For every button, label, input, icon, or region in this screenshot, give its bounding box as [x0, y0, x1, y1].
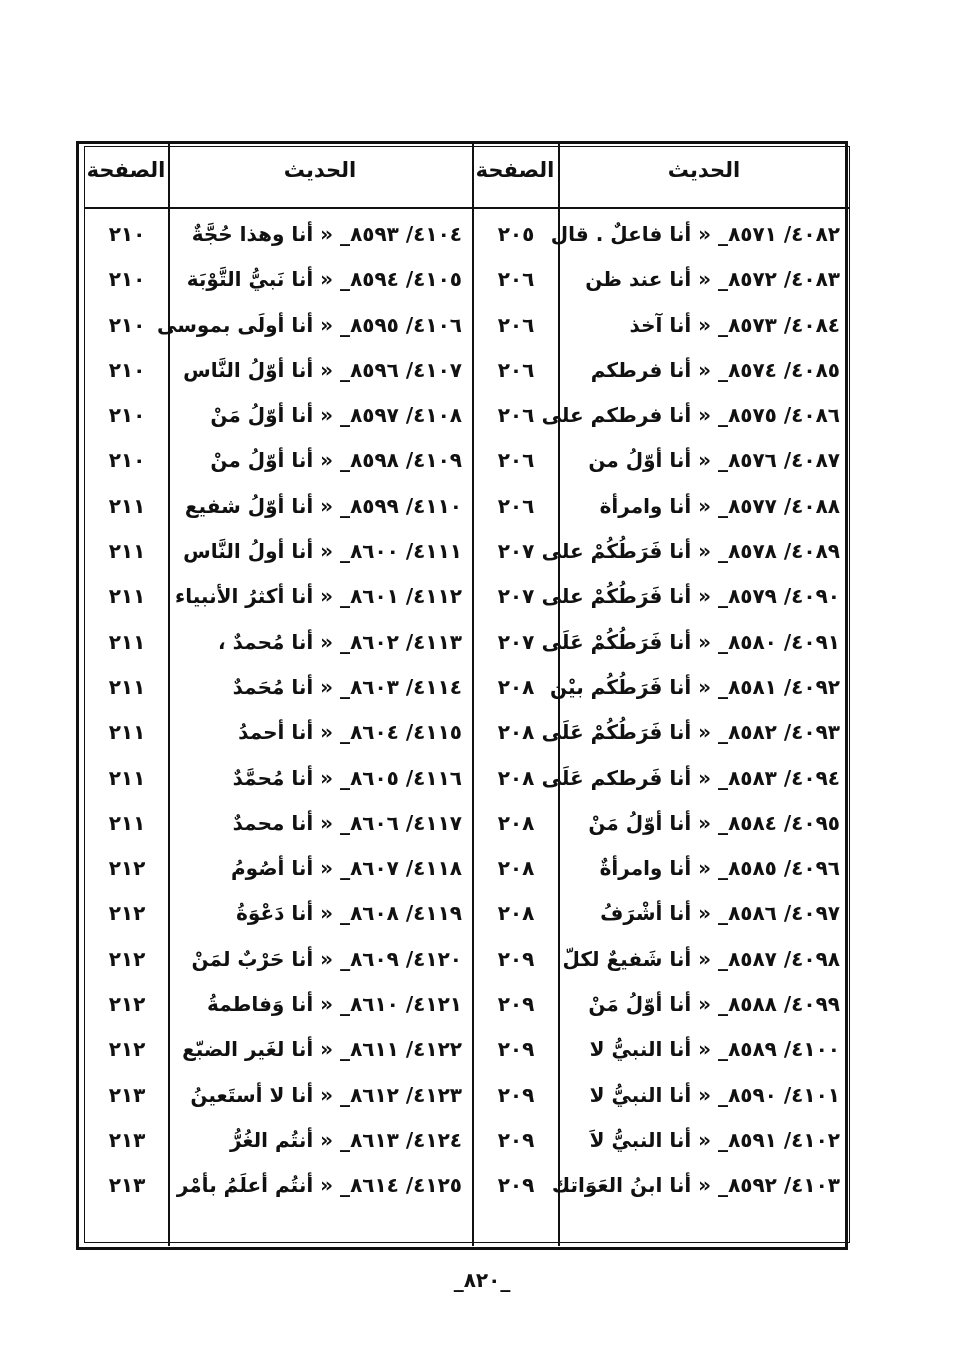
- hadith-entry: ٤٠٨٥/ ٨٥٧٤_ « أنا فرطكم: [590, 357, 840, 382]
- header-hadith-left: الحديث: [283, 158, 357, 182]
- page-ref: ٢٠٧: [497, 539, 535, 564]
- hadith-entry: ٤١٠٢/ ٨٥٩١_ « أنا النبيُّ لاَ: [589, 1127, 840, 1152]
- page-ref: ٢١١: [108, 629, 146, 654]
- hadith-entry: ٤١٢٥/ ٨٦١٤_ « أنتُم أعلَمُ بأمْر: [176, 1173, 462, 1198]
- hadith-entry: ٤٠٩١/ ٨٥٨٠_ « أنا فَرَطُكُمْ عَلَى: [541, 629, 840, 654]
- left-hadith-column: [157, 212, 468, 1209]
- page-ref: ٢٠٩: [497, 992, 535, 1017]
- hadith-entry: ٤٠٨٣/ ٨٥٧٢_ « أنا عند ظن: [585, 267, 840, 292]
- page-ref: ٢٠٨: [497, 856, 535, 881]
- page-ref: ٢١٢: [108, 946, 146, 971]
- page-ref: ٢١١: [108, 810, 146, 835]
- hadith-entry: ٤١١٨/ ٨٦٠٧_ « أنا أصُومُ: [231, 856, 462, 881]
- right-hadith-column: [541, 212, 846, 1209]
- page-ref: ٢١٢: [108, 992, 146, 1017]
- page-ref: ٢٠٦: [497, 403, 535, 428]
- hadith-entry: ٤١٢٤/ ٨٦١٣_ « أنتُم الغُرُّ: [229, 1127, 462, 1152]
- hadith-entry: ٤٠٨٤/ ٨٥٧٣_ « أنا آخذ: [629, 312, 840, 337]
- page-ref: ٢٠٦: [497, 267, 535, 292]
- page-ref: ٢٠٦: [497, 357, 535, 382]
- page-ref: ٢٠٩: [497, 1082, 535, 1107]
- page-ref: ٢١٣: [108, 1173, 146, 1198]
- hadith-entry: ٤٠٨٧/ ٨٥٧٦_ « أنا أوّلُ من: [588, 448, 840, 473]
- hadith-entry: ٤١١٩/ ٨٦٠٨_ « أنا دَعْوَةُ: [236, 901, 462, 926]
- hadith-entry: ٤١١٥/ ٨٦٠٤_ « أنا أحمدُ: [238, 720, 462, 745]
- page-ref: ٢١١: [108, 539, 146, 564]
- page-ref: ٢١٢: [108, 1037, 146, 1062]
- hadith-entry: ٤١٠٥/ ٨٥٩٤_ « أنا نَبيُّ التَّوْبَة: [186, 267, 462, 292]
- hadith-entry: ٤١١١/ ٨٦٠٠_ « أنا أولُ النَّاس: [183, 539, 462, 564]
- page-number: _٨٢٠_: [453, 1268, 511, 1292]
- left-page-column: [86, 212, 168, 1209]
- hadith-entry: ٤١٠٩/ ٨٥٩٨_ « أنا أوّلُ منْ: [210, 448, 462, 473]
- page-ref: ٢٠٩: [497, 1037, 535, 1062]
- hadith-entry: ٤٠٩٥/ ٨٥٨٤_ « أنا أوّلُ مَنْ: [588, 810, 840, 835]
- hadith-entry: ٤١٢٢/ ٨٦١١_ « أنا لغَير الضبّع: [182, 1037, 462, 1062]
- hadith-entry: ٤١٠٧/ ٨٥٩٦_ « أنا أوّلُ النَّاس: [183, 357, 462, 382]
- hadith-entry: ٤٠٩٨/ ٨٥٨٧_ « أنا شَفيعٌ لكلّ: [562, 946, 840, 971]
- page-ref: ٢٠٨: [497, 765, 535, 790]
- page-ref: ٢٠٥: [497, 222, 535, 246]
- hadith-entry: ٤١٠٨/ ٨٥٩٧_ « أنا أوّلُ مَنْ: [210, 403, 462, 428]
- hadith-entry: ٤١١٧/ ٨٦٠٦_ « أنا محمدٌ: [232, 810, 462, 835]
- page-ref: ٢٠٦: [497, 493, 535, 518]
- page-ref: ٢١٠: [108, 222, 146, 246]
- hadith-entry: ٤٠٨٨/ ٨٥٧٧_ « أنا وامرأة: [599, 493, 840, 518]
- page-ref: ٢٠٨: [497, 720, 535, 745]
- hadith-entry: ٤١٠٠/ ٨٥٨٩_ « أنا النبيُّ لا: [589, 1037, 840, 1062]
- page-ref: ٢١٢: [108, 901, 146, 926]
- page-ref: ٢٠٧: [497, 584, 535, 609]
- hadith-entry: ٤٠٨٦/ ٨٥٧٥_ « أنا فرطكم على: [541, 403, 840, 428]
- page-ref: ٢١٠: [108, 448, 146, 473]
- hadith-entry: ٤١٢٠/ ٨٦٠٩_ « أنا حَرْبٌ لمَنْ: [191, 946, 462, 971]
- hadith-entry: ٤٠٩٢/ ٨٥٨١_ « أنا فَرَطُكُم بيْن: [550, 674, 840, 699]
- page-ref: ٢١٠: [108, 357, 146, 382]
- hadith-entry: ٤١٠٣/ ٨٥٩٢_ « أنا ابنُ العَوَاتك: [551, 1173, 840, 1198]
- page-ref: ٢٠٩: [497, 946, 535, 971]
- page-ref: ٢١١: [108, 493, 146, 518]
- page-ref: ٢٠٧: [497, 629, 535, 654]
- hadith-entry: ٤١١٣/ ٨٦٠٢_ « أنا مُحمدٌ ،: [218, 629, 462, 654]
- page-ref: ٢١١: [108, 674, 146, 699]
- page-ref: ٢١٠: [108, 312, 146, 337]
- hadith-entry: ٤٠٩٩/ ٨٥٨٨_ « أنا أوّلُ مَنْ: [588, 992, 840, 1017]
- hadith-entry: ٤١٠١/ ٨٥٩٠_ « أنا النبيُّ لا: [589, 1082, 840, 1107]
- hadith-entry: ٤٠٨٢/ ٨٥٧١_ « أنا فاعلٌ . قال: [550, 222, 840, 246]
- page-ref: ٢٠٩: [497, 1127, 535, 1152]
- page-ref: ٢٠٨: [497, 674, 535, 699]
- hadith-entry: ٤١٠٦/ ٨٥٩٥_ « أنا أولَى بموسى: [157, 312, 462, 337]
- header-page-right: الصفحة: [475, 158, 555, 182]
- hadith-entry: ٤٠٩٤/ ٨٥٨٣_ « أنا فَرطكم عَلَى: [541, 765, 840, 790]
- hadith-entry: ٤١١٦/ ٨٦٠٥_ « أنا مُحمَّدٌ: [232, 765, 462, 790]
- page-ref: ٢١٠: [108, 403, 146, 428]
- header-hadith-right: الحديث: [667, 158, 741, 182]
- hadith-entry: ٤١٢١/ ٨٦١٠_ « أنا وَفاطمةُ: [206, 992, 462, 1017]
- hadith-entry: ٤٠٩٣/ ٨٥٨٢_ « أنا فَرَطُكُمْ عَلَى: [541, 720, 840, 745]
- page-ref: ٢٠٦: [497, 448, 535, 473]
- right-page-column: [474, 212, 558, 1209]
- page-ref: ٢١١: [108, 765, 146, 790]
- page-ref: ٢٠٨: [497, 901, 535, 926]
- hadith-entry: ٤٠٩٧/ ٨٥٨٦_ « أنا أشْرَفُ: [600, 901, 840, 926]
- hadith-entry: ٤١١٢/ ٨٦٠١_ « أنا أكثرُ الأنبياء: [175, 584, 462, 609]
- page-ref: ٢١٠: [108, 267, 146, 292]
- page-ref: ٢١١: [108, 720, 146, 745]
- page-ref: ٢٠٦: [497, 312, 535, 337]
- hadith-entry: ٤١١٠/ ٨٥٩٩_ « أنا أوّلُ شفيع: [184, 493, 462, 518]
- page-ref: ٢٠٨: [497, 810, 535, 835]
- page-ref: ٢٠٩: [497, 1173, 535, 1198]
- hadith-entry: ٤١٢٣/ ٨٦١٢_ « أنا لا أستَعينُ: [190, 1082, 462, 1107]
- hadith-entry: ٤٠٩٠/ ٨٥٧٩_ « أنا فَرَطُكُمْ على: [541, 584, 840, 609]
- page-ref: ٢١٣: [108, 1127, 146, 1152]
- header-divider: [84, 207, 850, 209]
- hadith-entry: ٤٠٨٩/ ٨٥٧٨_ « أنا فَرَطُكُمْ على: [541, 539, 840, 564]
- page-ref: ٢١٢: [108, 856, 146, 881]
- page-ref: ٢١١: [108, 584, 146, 609]
- header-page-left: الصفحة: [86, 158, 166, 182]
- hadith-entry: ٤١٠٤/ ٨٥٩٣_ « أنا وهذا حُجَّةٌ: [191, 222, 462, 246]
- page-ref: ٢١٣: [108, 1082, 146, 1107]
- hadith-entry: ٤١١٤/ ٨٦٠٣_ « أنا مُحَمدٌ: [232, 674, 462, 699]
- hadith-entry: ٤٠٩٦/ ٨٥٨٥_ « أنا وامرأةٌ: [599, 856, 840, 881]
